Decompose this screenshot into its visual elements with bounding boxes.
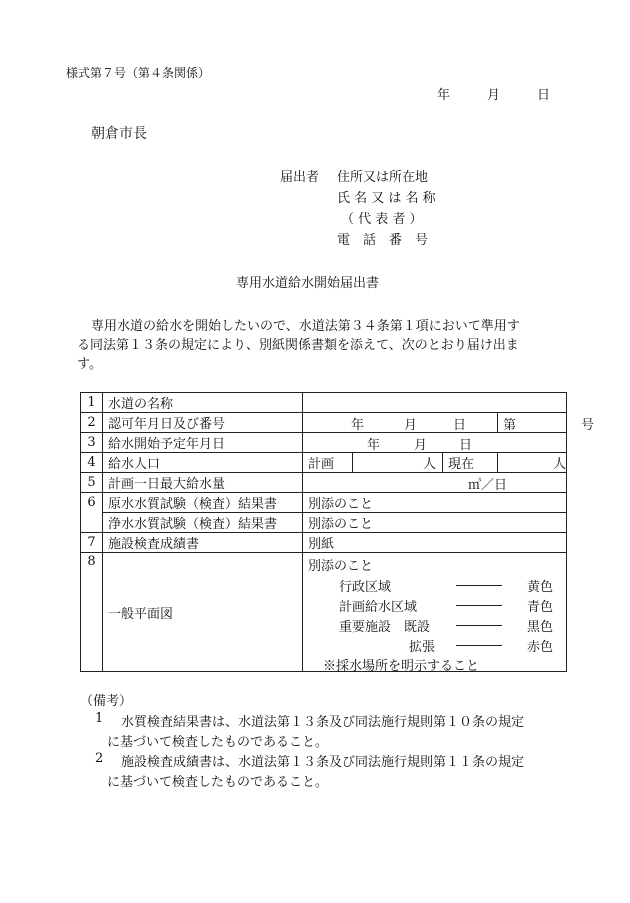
- legend-line: [456, 585, 502, 586]
- row-label: 給水人口: [103, 453, 303, 473]
- table-row: [81, 433, 567, 453]
- applicant-name: 氏 名 又 は 名 称: [337, 191, 436, 206]
- approval-number-suffix: 号: [581, 418, 595, 433]
- planned-population-label: 計画: [303, 453, 353, 473]
- current-population-label: 現在: [443, 453, 498, 473]
- table-row: [81, 453, 567, 473]
- planned-population-field[interactable]: [353, 453, 443, 473]
- max-daily-supply-unit: ㎥／日: [468, 478, 508, 493]
- start-day-label: 日: [459, 438, 473, 453]
- remark-number: 1: [95, 711, 104, 726]
- legend-item-color: 黄色: [527, 579, 554, 595]
- row-label: 給水開始予定年月日: [103, 433, 303, 453]
- legend-item-name: 計画給水区域: [339, 599, 418, 615]
- general-plan-intro: 別添のこと: [308, 558, 374, 574]
- row-label: 一般平面図: [103, 553, 303, 672]
- form-number: 様式第７号（第４条関係）: [66, 66, 211, 80]
- table-row: [81, 473, 567, 493]
- remark-1-line-2: に基づいて検査したものであること。: [107, 735, 329, 750]
- date-month-label: 月: [487, 88, 501, 103]
- approval-number-prefix: 第: [503, 418, 517, 433]
- row-number: 5: [81, 473, 103, 493]
- body-line-2: る同法第１３条の規定により、別紙関係書類を添えて、次のとおり届け出ま: [77, 338, 519, 353]
- table-row: [81, 393, 567, 413]
- addressee: 朝倉市長: [91, 126, 147, 142]
- approval-date-field[interactable]: [303, 413, 498, 433]
- date-year-label: 年: [437, 88, 451, 103]
- body-line-3: す。: [77, 357, 102, 372]
- table-row: [81, 413, 567, 433]
- approval-number-field[interactable]: [498, 413, 595, 433]
- row-number: 3: [81, 433, 103, 453]
- table-row: [81, 533, 567, 553]
- row-label: 浄水水質試験（検査）結果書: [103, 513, 303, 533]
- current-population-unit: 人: [552, 457, 566, 472]
- row-label: 施設検査成績書: [103, 533, 303, 553]
- row-number: 4: [81, 453, 103, 473]
- table-row: [81, 493, 567, 513]
- notification-table: [80, 392, 595, 674]
- row-number: 1: [81, 393, 103, 413]
- legend-item-color: 赤色: [527, 639, 554, 655]
- legend-item-name: 重要施設 既設: [339, 619, 431, 635]
- legend-item-color: 黒色: [527, 619, 554, 635]
- legend-line: [456, 645, 502, 646]
- legend-item-name: 行政区域: [339, 579, 392, 595]
- applicant-address: 住所又は所在地: [337, 170, 429, 185]
- row-number: 6: [81, 493, 103, 533]
- general-plan-cell: [303, 553, 567, 672]
- legend-line: [456, 605, 502, 606]
- approval-month-label: 月: [404, 418, 418, 433]
- row-number: 7: [81, 533, 103, 553]
- approval-year-label: 年: [351, 418, 365, 433]
- approval-day-label: 日: [453, 418, 467, 433]
- applicant-phone: 電 話 番 号: [337, 233, 429, 248]
- max-daily-supply-field[interactable]: [303, 473, 567, 493]
- row-number: 8: [81, 553, 103, 672]
- table-row: [81, 513, 567, 533]
- current-population-field[interactable]: [498, 453, 567, 473]
- start-date-field[interactable]: [303, 433, 567, 453]
- row-label: 認可年月日及び番号: [103, 413, 303, 433]
- water-supply-name-field[interactable]: [303, 393, 567, 413]
- row-label: 水道の名称: [103, 393, 303, 413]
- row-label: 原水水質試験（検査）結果書: [103, 493, 303, 513]
- legend-item-name: 拡張: [409, 639, 436, 655]
- legend-item-color: 青色: [527, 599, 554, 615]
- remark-1-line-1: 水質検査結果書は、水道法第１３条及び同法施行規則第１０条の規定: [121, 715, 525, 730]
- remark-number: 2: [95, 751, 104, 766]
- raw-water-report-value: 別添のこと: [303, 493, 567, 513]
- applicant-label: 届出者: [280, 170, 320, 185]
- row-label: 計画一日最大給水量: [103, 473, 303, 493]
- remark-2-line-2: に基づいて検査したものであること。: [107, 775, 329, 790]
- applicant-representative: （ 代 表 者 ）: [341, 212, 423, 227]
- document-title: 専用水道給水開始届出書: [236, 276, 380, 291]
- legend-line: [456, 625, 502, 626]
- remark-2-line-1: 施設検査成績書は、水道法第１３条及び同法施行規則第１１条の規定: [121, 755, 525, 770]
- planned-population-unit: 人: [422, 457, 436, 472]
- date-day-label: 日: [537, 88, 551, 103]
- row-number: 2: [81, 413, 103, 433]
- treated-water-report-value: 別添のこと: [303, 513, 567, 533]
- remarks-heading: （備考）: [80, 694, 133, 709]
- start-month-label: 月: [414, 438, 428, 453]
- sampling-note: ※採水場所を明示すること: [323, 658, 480, 674]
- table-row: [81, 553, 567, 672]
- start-year-label: 年: [367, 438, 381, 453]
- facility-inspection-value: 別紙: [303, 533, 567, 553]
- body-line-1: 専用水道の給水を開始したいので、水道法第３４条第１項において準用す: [91, 319, 520, 334]
